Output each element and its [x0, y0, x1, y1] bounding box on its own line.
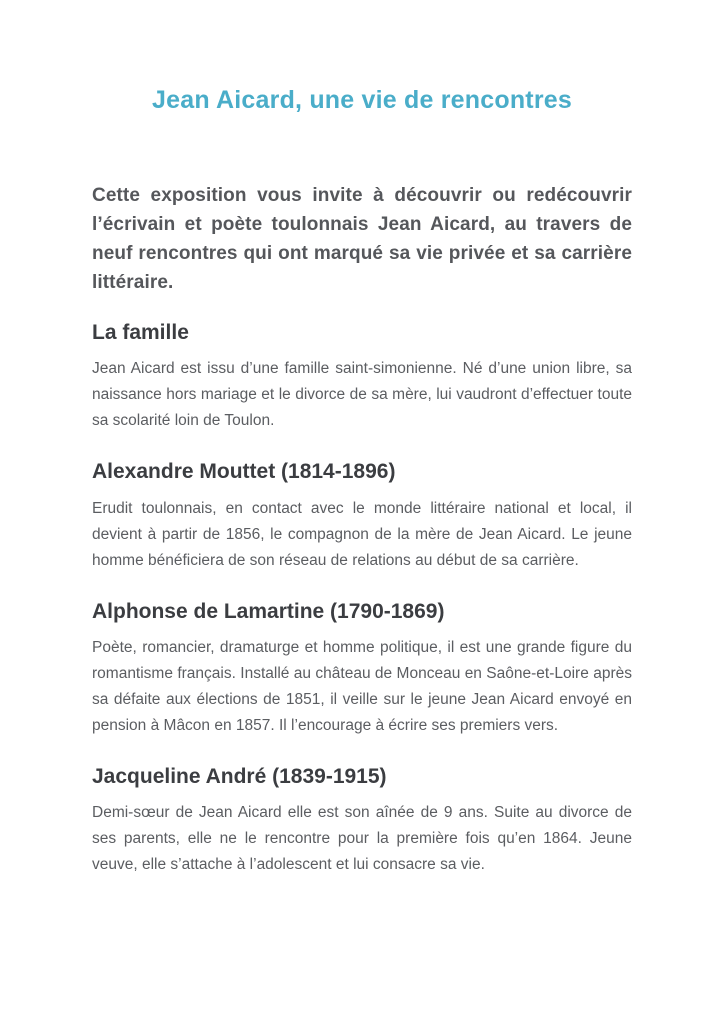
intro-paragraph: Cette exposition vous invite à découvrir ou redécouvrir l’écrivain et poète toulonnais Jean Aicard, au travers de neuf rencontres qui ont marqué sa vie privée et sa carrière littéraire. [92, 185, 632, 293]
section-jacqueline-andre [92, 763, 632, 878]
page-title: Jean Aicard, une vie de rencontres [152, 86, 572, 114]
section-alphonse-de-lamartine [92, 598, 632, 739]
section-la-famille [92, 319, 632, 434]
section-heading: Alphonse de Lamartine (1790-1869) [92, 599, 445, 623]
section-body: Jean Aicard est issu d’une famille saint-simonienne. Né d’une union libre, sa naissance hors mariage et le divorce de sa mère, lui vaudront d’effectuer toute sa scolarité loin de Toulon. [92, 360, 632, 430]
section-body: Demi-sœur de Jean Aicard elle est son aînée de 9 ans. Suite au divorce de ses parents, elle ne le rencontre pour la première fois qu’en 1864. Jeune veuve, elle s’attache à l’adolescent et lui consacre sa vie. [92, 804, 632, 874]
section-heading: La famille [92, 321, 189, 344]
section-heading: Alexandre Mouttet (1814-1896) [92, 460, 396, 484]
section-heading: Jacqueline André (1839-1915) [92, 764, 387, 788]
section-alexandre-mouttet [92, 458, 632, 573]
section-body: Poète, romancier, dramaturge et homme politique, il est une grande figure du romantisme français. Installé au château de Monceau en Saône-et-Loire après sa défaite aux élections de 1851, il veille sur le jeune Jean Aicard envoyé en pension à Mâcon en 1857. Il l’encourage à écrire ses premiers vers. [92, 638, 632, 734]
section-body: Erudit toulonnais, en contact avec le monde littéraire national et local, il devient à partir de 1856, le compagnon de la mère de Jean Aicard. Le jeune homme bénéficiera de son réseau de relations au début de sa carrière. [92, 499, 632, 569]
